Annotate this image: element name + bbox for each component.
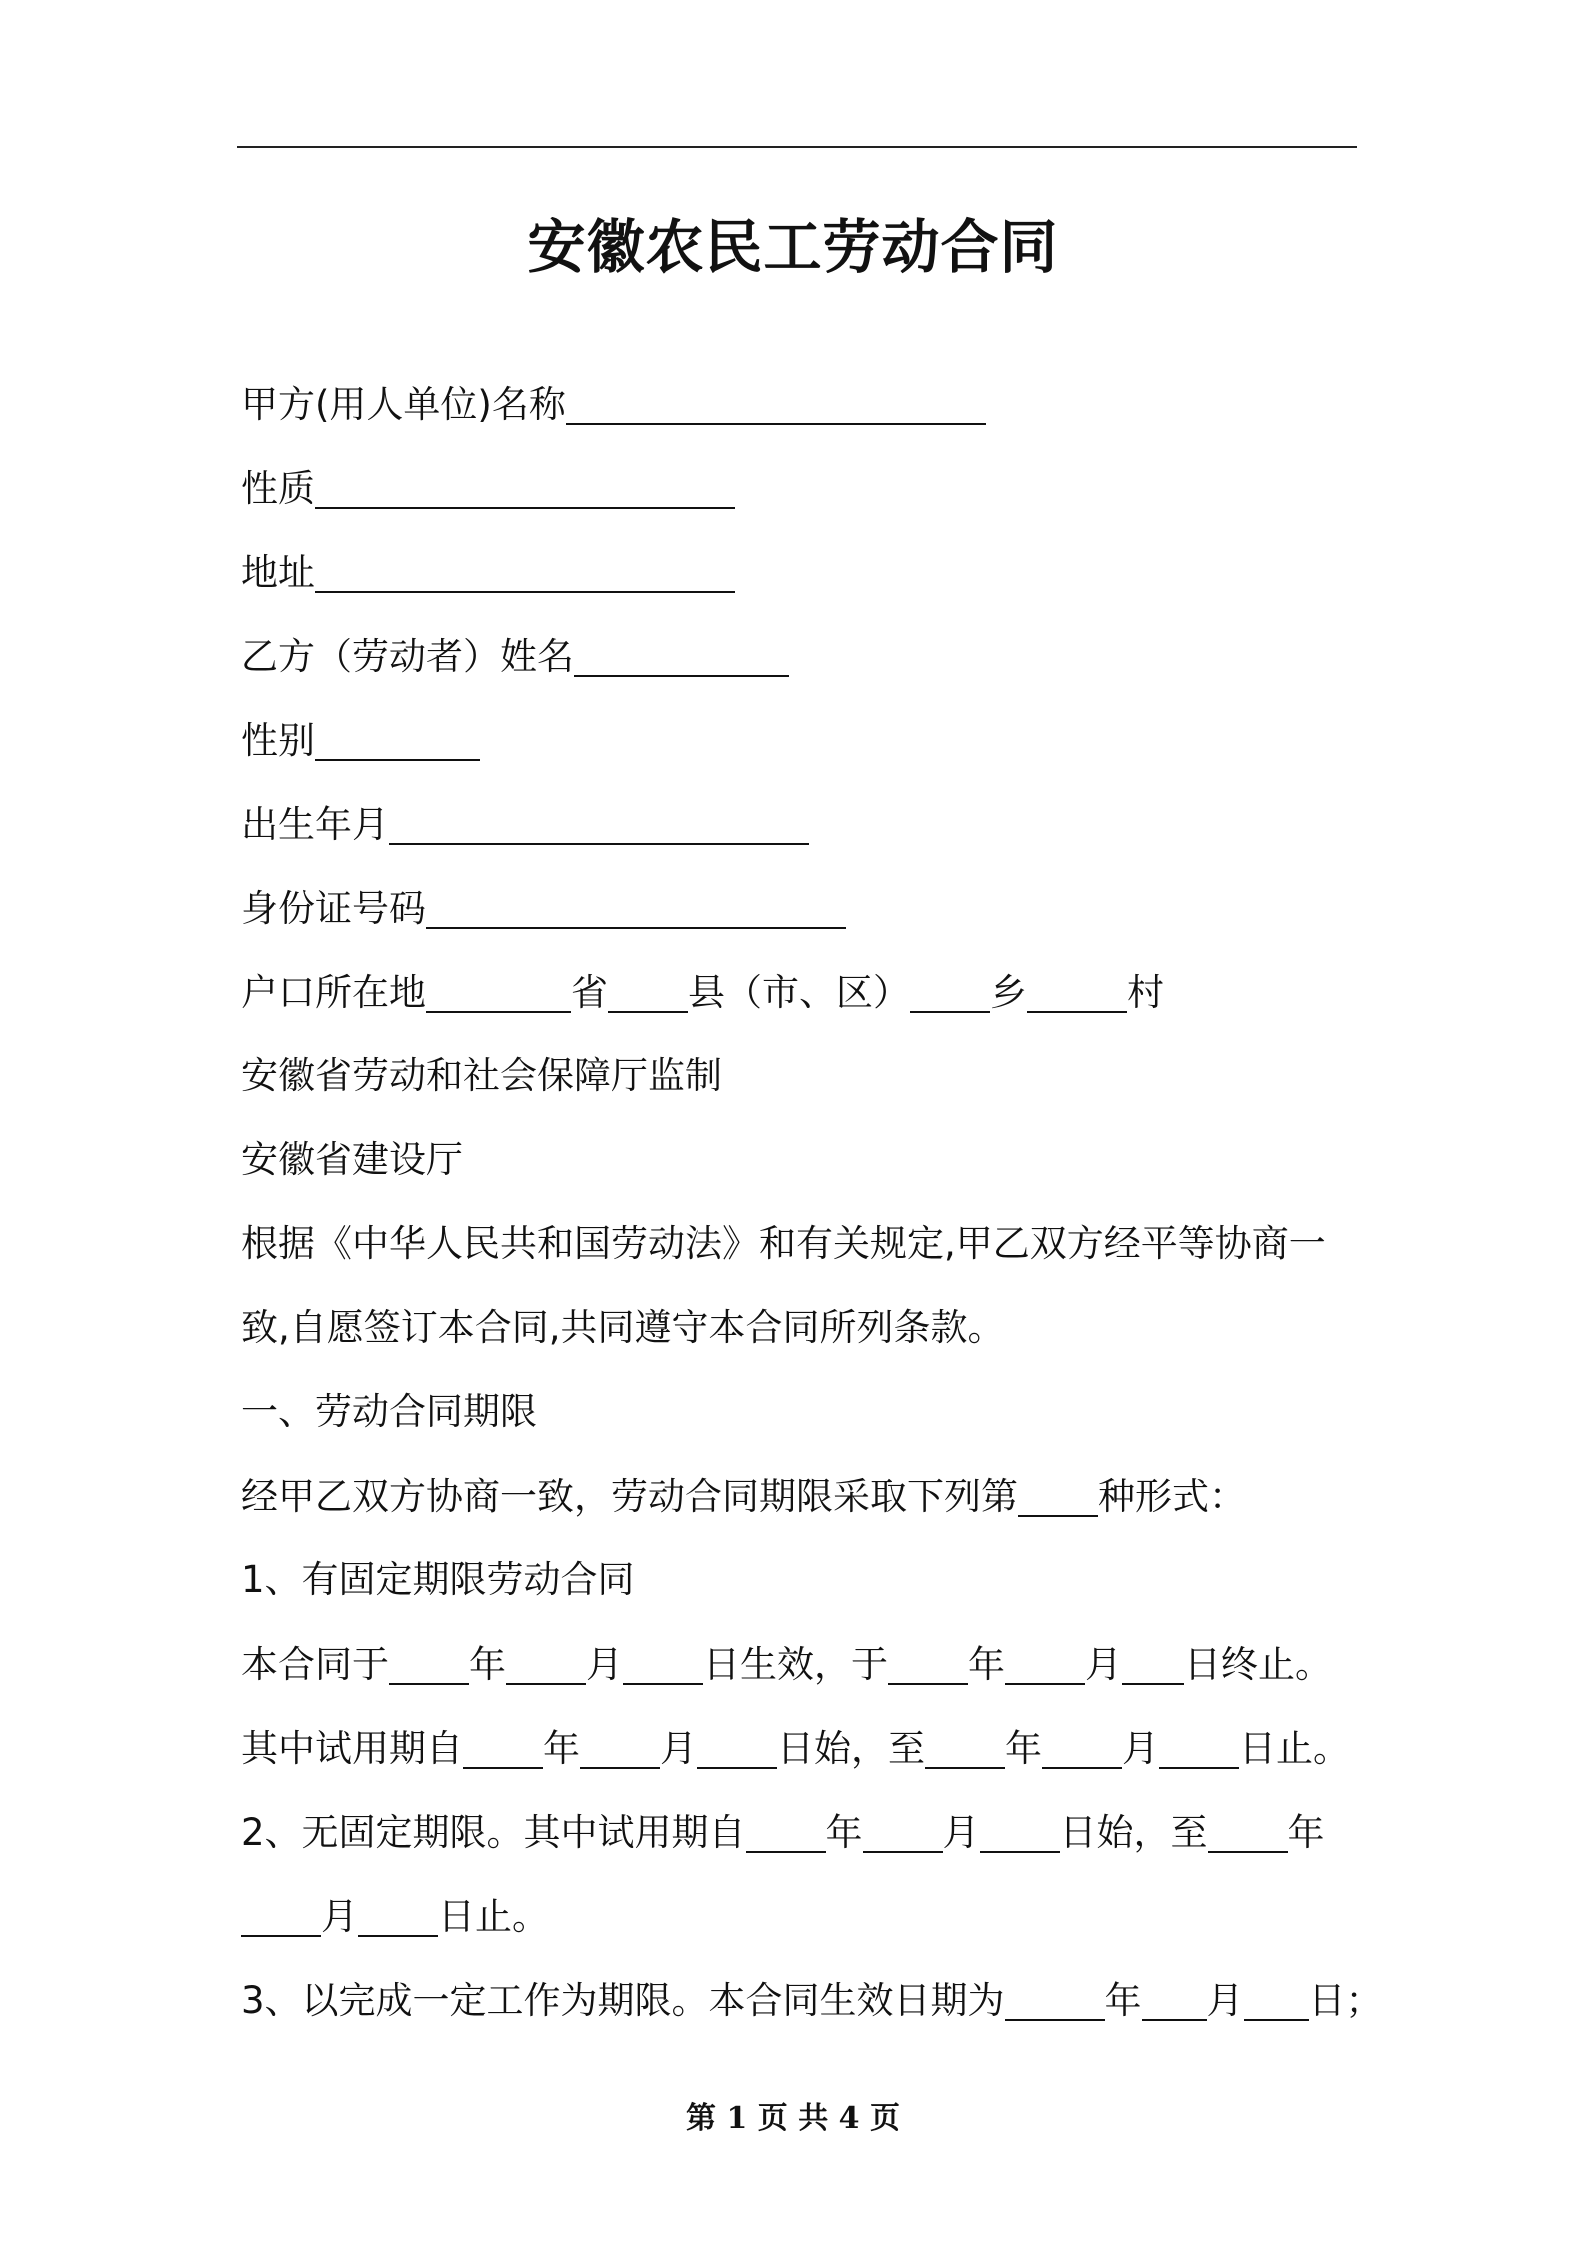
text-fragment: 其中试用期自 xyxy=(241,1727,463,1770)
blank-line[interactable] xyxy=(426,973,571,1013)
probation-line xyxy=(241,1729,1350,1769)
text-fragment: 日止。 xyxy=(1239,1727,1350,1770)
year-label: 年 xyxy=(1104,1979,1142,2022)
effective-dates-line xyxy=(241,1645,1332,1685)
year-label: 年 xyxy=(825,1811,863,1854)
form-select-line xyxy=(241,1477,1246,1517)
field-hukou xyxy=(241,973,1164,1013)
blank-line[interactable] xyxy=(574,637,789,677)
field-label: 身份证号码 xyxy=(241,887,426,930)
page-number: 第 1 页 共 4 页 xyxy=(686,2101,900,2136)
text-fragment: 种形式： xyxy=(1098,1475,1246,1518)
field-label: 地址 xyxy=(241,551,315,594)
blank-line[interactable] xyxy=(925,1729,1005,1769)
field-employer-name xyxy=(241,385,986,425)
blank-line[interactable] xyxy=(1005,1981,1105,2021)
blank-line[interactable] xyxy=(506,1645,586,1685)
item-3-line xyxy=(241,1981,1383,2021)
text-fragment: 日； xyxy=(1308,1979,1383,2022)
year-label: 年 xyxy=(543,1727,580,1770)
province-label: 省 xyxy=(571,971,608,1014)
month-label: 月 xyxy=(586,1643,623,1686)
field-nature xyxy=(241,469,735,509)
field-label: 户口所在地 xyxy=(241,971,426,1014)
year-label: 年 xyxy=(1287,1811,1325,1854)
blank-line[interactable] xyxy=(1005,1645,1085,1685)
blank-line[interactable] xyxy=(580,1729,660,1769)
blank-line[interactable] xyxy=(1244,1981,1309,2021)
text-fragment: 日生效，于 xyxy=(703,1643,888,1686)
text-fragment: 日终止。 xyxy=(1184,1643,1332,1686)
text-fragment: 经甲乙双方协商一致，劳动合同期限采取下列第 xyxy=(241,1475,1018,1518)
text-fragment: 日始，至 xyxy=(1059,1811,1208,1854)
item-2-continuation xyxy=(241,1897,549,1937)
preamble-line-1: 根据《中华人民共和国劳动法》和有关规定,甲乙双方经平等协商一 xyxy=(241,1222,1326,1265)
blank-line[interactable] xyxy=(426,889,846,929)
item-1-heading: 1、有固定期限劳动合同 xyxy=(241,1558,635,1601)
blank-line[interactable] xyxy=(1042,1729,1122,1769)
blank-line[interactable] xyxy=(746,1813,826,1853)
blank-line[interactable] xyxy=(1018,1477,1098,1517)
blank-line[interactable] xyxy=(1208,1813,1288,1853)
blank-line[interactable] xyxy=(358,1897,438,1937)
month-label: 月 xyxy=(660,1727,697,1770)
blank-line[interactable] xyxy=(1122,1645,1184,1685)
township-label: 乡 xyxy=(990,971,1027,1014)
field-label: 出生年月 xyxy=(241,803,389,846)
county-label: 县（市、区） xyxy=(688,971,910,1014)
blank-line[interactable] xyxy=(623,1645,703,1685)
year-label: 年 xyxy=(469,1643,506,1686)
blank-line[interactable] xyxy=(1027,973,1127,1013)
blank-line[interactable] xyxy=(608,973,688,1013)
field-label: 乙方（劳动者）姓名 xyxy=(241,635,574,678)
header-rule xyxy=(237,146,1357,148)
blank-line[interactable] xyxy=(910,973,990,1013)
item-2-line xyxy=(241,1813,1325,1853)
blank-line[interactable] xyxy=(980,1813,1060,1853)
section-heading: 一、劳动合同期限 xyxy=(241,1390,537,1433)
blank-line[interactable] xyxy=(697,1729,777,1769)
blank-line[interactable] xyxy=(463,1729,543,1769)
blank-line[interactable] xyxy=(1159,1729,1239,1769)
blank-line[interactable] xyxy=(241,1897,321,1937)
blank-line[interactable] xyxy=(888,1645,968,1685)
month-label: 月 xyxy=(1122,1727,1159,1770)
field-label: 甲方(用人单位)名称 xyxy=(241,383,566,426)
field-label: 性质 xyxy=(241,467,315,510)
blank-line[interactable] xyxy=(315,721,480,761)
blank-line[interactable] xyxy=(863,1813,943,1853)
year-label: 年 xyxy=(1005,1727,1042,1770)
village-label: 村 xyxy=(1127,971,1164,1014)
field-employee-name xyxy=(241,637,789,677)
text-fragment: 日始，至 xyxy=(777,1727,925,1770)
supervisor-line-1: 安徽省劳动和社会保障厅监制 xyxy=(241,1054,722,1097)
month-label: 月 xyxy=(321,1895,358,1938)
text-fragment: 日止。 xyxy=(438,1895,549,1938)
blank-line[interactable] xyxy=(566,385,986,425)
text-fragment: 2、无固定期限。其中试用期自 xyxy=(241,1811,746,1854)
month-label: 月 xyxy=(942,1811,980,1854)
supervisor-line-2: 安徽省建设厅 xyxy=(241,1138,463,1181)
field-id-number xyxy=(241,889,846,929)
document-title: 安徽农民工劳动合同 xyxy=(527,213,1059,281)
month-label: 月 xyxy=(1085,1643,1122,1686)
preamble-line-2: 致,自愿签订本合同,共同遵守本合同所列条款。 xyxy=(241,1306,1005,1349)
blank-line[interactable] xyxy=(1142,1981,1207,2021)
blank-line[interactable] xyxy=(389,805,809,845)
blank-line[interactable] xyxy=(315,553,735,593)
field-label: 性别 xyxy=(241,719,315,762)
field-address xyxy=(241,553,735,593)
year-label: 年 xyxy=(968,1643,1005,1686)
blank-line[interactable] xyxy=(315,469,735,509)
field-birth xyxy=(241,805,809,845)
blank-line[interactable] xyxy=(389,1645,469,1685)
month-label: 月 xyxy=(1206,1979,1244,2022)
text-fragment: 本合同于 xyxy=(241,1643,389,1686)
field-gender xyxy=(241,721,480,761)
text-fragment: 3、以完成一定工作为期限。本合同生效日期为 xyxy=(241,1979,1005,2022)
